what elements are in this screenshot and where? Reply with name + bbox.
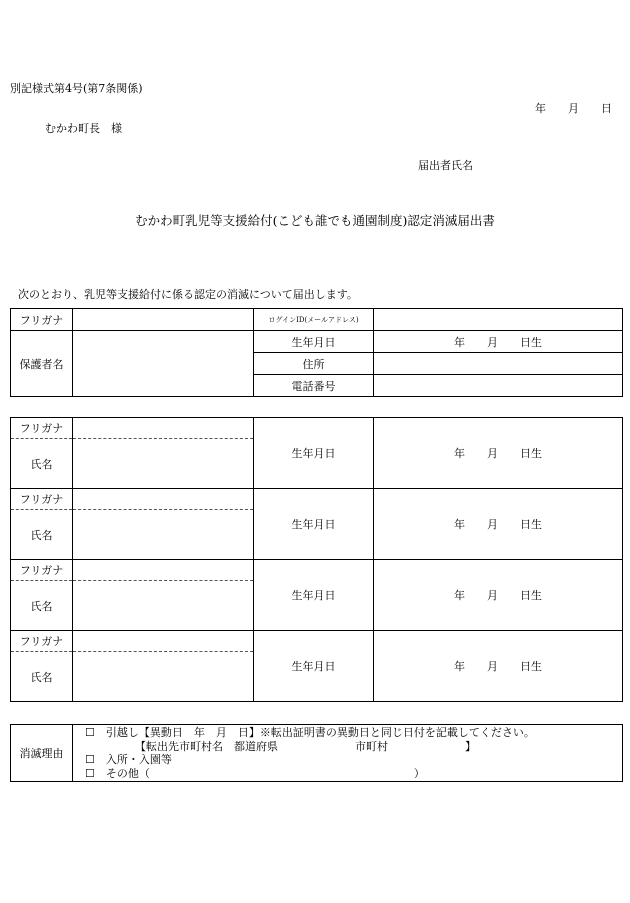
- child-2-furigana-label: フリガナ: [11, 489, 73, 510]
- child-1-furigana-field[interactable]: [73, 418, 254, 439]
- child-3-furigana-label: フリガナ: [11, 560, 73, 581]
- login-id-field[interactable]: [374, 309, 623, 331]
- addressee: むかわ町長 様: [45, 122, 122, 135]
- child-2-birthdate-label: 生年月日: [254, 489, 374, 560]
- child-1-birthdate-field[interactable]: 年 月 日生: [374, 418, 623, 489]
- form-number: 別記様式第4号(第7条関係): [10, 82, 143, 95]
- guardian-phone-field[interactable]: [374, 375, 623, 397]
- child-4-furigana-label: フリガナ: [11, 631, 73, 652]
- children-table: [10, 417, 623, 702]
- child-4-furigana-field[interactable]: [73, 631, 254, 652]
- reason-label: 消滅理由: [11, 725, 73, 782]
- guardian-address-field[interactable]: [374, 353, 623, 375]
- guardian-phone-label: 電話番号: [254, 375, 374, 397]
- child-1-furigana-label: フリガナ: [11, 418, 73, 439]
- applicant-name-label: 届出者氏名: [418, 159, 473, 172]
- guardian-birthdate-label: 生年月日: [254, 331, 374, 353]
- child-4-birthdate-label: 生年月日: [254, 631, 374, 702]
- child-3-birthdate-field[interactable]: 年 月 日生: [374, 560, 623, 631]
- child-4-name-field[interactable]: [73, 652, 254, 702]
- guardian-furigana-label: フリガナ: [11, 309, 73, 331]
- child-2-name-label: 氏名: [11, 510, 73, 560]
- guardian-furigana-field[interactable]: [73, 309, 254, 331]
- child-1-name-label: 氏名: [11, 439, 73, 489]
- intro-text: 次のとおり、乳児等支援給付に係る認定の消滅について届出します。: [18, 288, 358, 301]
- submission-date: 年 月 日: [535, 102, 612, 115]
- reason-moving-option[interactable]: ☐ 引越し【異動日 年 月 日】※転出証明書の異動日と同じ日付を記載してください。: [85, 726, 535, 739]
- child-3-birthdate-label: 生年月日: [254, 560, 374, 631]
- guardian-address-label: 住所: [254, 353, 374, 375]
- reason-table: [10, 724, 623, 782]
- child-1-birthdate-label: 生年月日: [254, 418, 374, 489]
- guardian-table: [10, 308, 623, 397]
- child-2-name-field[interactable]: [73, 510, 254, 560]
- reason-admission-option[interactable]: ☐ 入所・入園等: [85, 753, 172, 766]
- guardian-birthdate-field[interactable]: 年 月 日生: [374, 331, 623, 353]
- child-4-name-label: 氏名: [11, 652, 73, 702]
- child-1-name-field[interactable]: [73, 439, 254, 489]
- reason-other-option[interactable]: ☐ その他（ ）: [85, 766, 425, 780]
- login-id-label: ログインID(メールアドレス): [254, 309, 374, 331]
- child-2-furigana-field[interactable]: [73, 489, 254, 510]
- child-3-name-field[interactable]: [73, 581, 254, 631]
- child-3-furigana-field[interactable]: [73, 560, 254, 581]
- child-2-birthdate-field[interactable]: 年 月 日生: [374, 489, 623, 560]
- reason-moving-destination[interactable]: 【転出先市町村名 都道府県 市町村 】: [135, 739, 476, 753]
- guardian-name-field[interactable]: [73, 331, 254, 397]
- child-3-name-label: 氏名: [11, 581, 73, 631]
- form-title: むかわ町乳児等支援給付(こども誰でも通園制度)認定消滅届出書: [135, 213, 495, 228]
- guardian-name-label: 保護者名: [11, 331, 73, 397]
- child-4-birthdate-field[interactable]: 年 月 日生: [374, 631, 623, 702]
